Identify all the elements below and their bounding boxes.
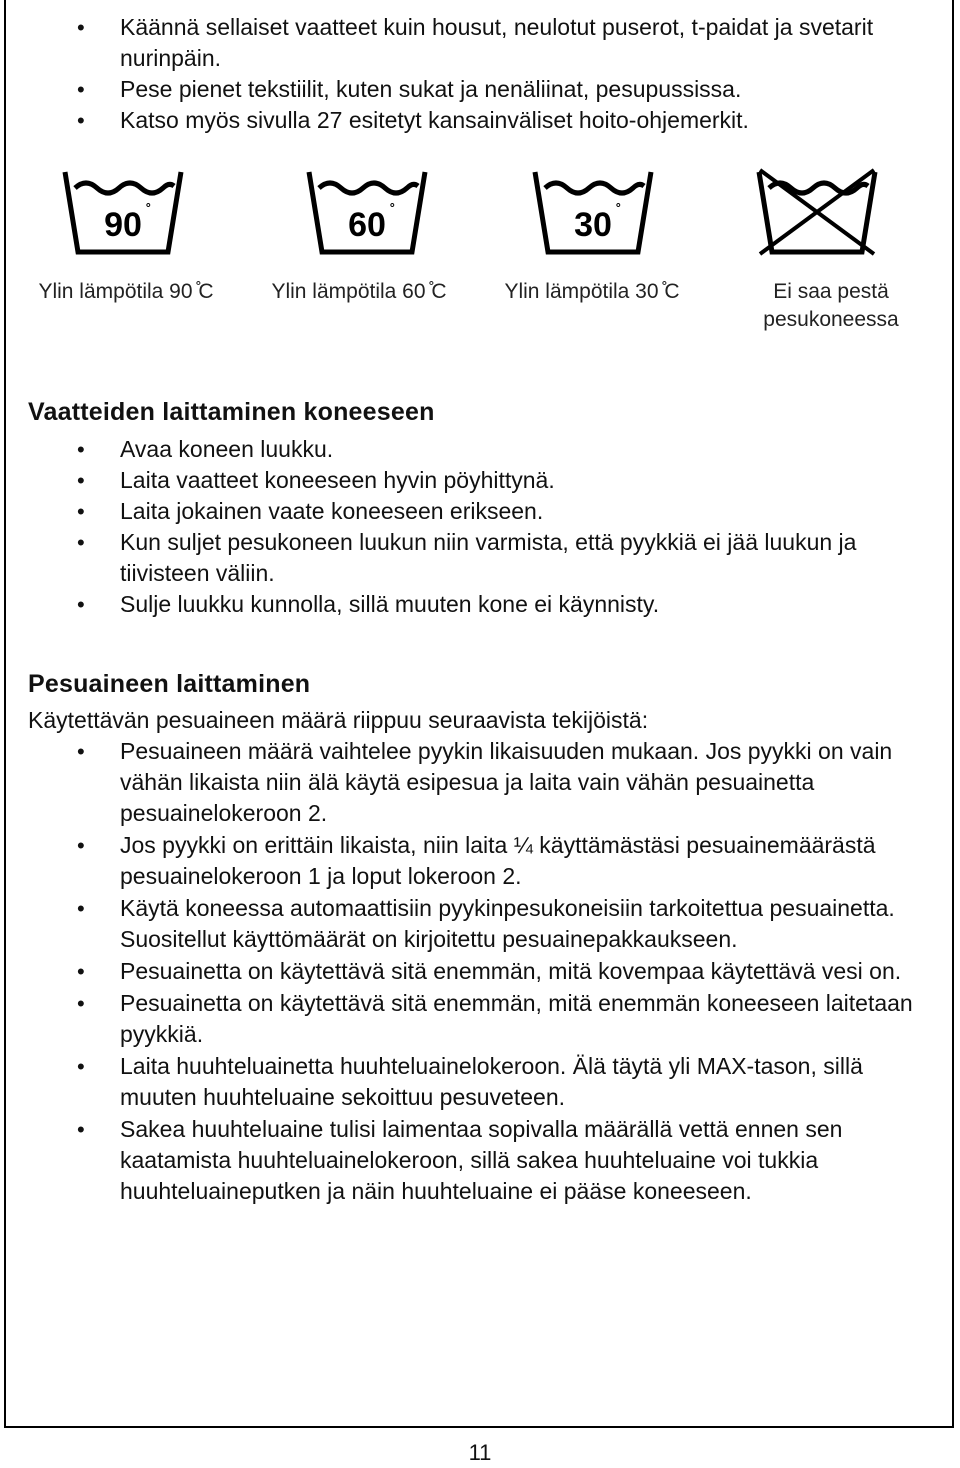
list-item: • Käytä koneessa automaattisiin pyykinpesukoneisiin tarkoitettua pesuainetta. Suositellut käyttömäärät on kirjoitettu pesuainepakkaukseen. <box>0 893 940 955</box>
svg-text:˚: ˚ <box>616 203 622 220</box>
svg-text:˚: ˚ <box>146 203 152 220</box>
list-item: • Sakea huuhteluaine tulisi laimentaa sopivalla määrällä vettä ennen sen kaatamista huuhteluainelokeroon, sillä sakea huuhteluaine voi tukkia huuhteluaineputken ja näin huuhteluaine ei pääse koneeseen. <box>0 1114 940 1207</box>
svg-text:30: 30 <box>574 206 612 244</box>
list-item: • Jos pyykki on erittäin likaista, niin laita ¼ käyttämästäsi pesuainemäärästä pesuainelokeroon 1 ja loput lokeroon 2. <box>0 830 940 892</box>
list-item: • Käännä sellaiset vaatteet kuin housut, neulotut puserot, t-paidat ja svetarit nurinpäin. <box>0 12 940 74</box>
caption-no-wash: Ei saa pestä pesukoneessa <box>763 280 899 331</box>
list-item: • Sulje luukku kunnolla, sillä muuten kone ei käynnisty. <box>0 589 940 620</box>
detergent-heading: Pesuaineen laittaminen <box>28 670 311 698</box>
wash-30-icon <box>532 168 654 256</box>
detergent-intro: Käytettävän pesuaineen määrä riippuu seuraavista tekijöistä: <box>28 707 649 733</box>
list-item: • Pese pienet tekstiilit, kuten sukat ja nenäliinat, pesupussissa. <box>0 74 940 105</box>
svg-text:60: 60 <box>348 206 386 244</box>
list-item: • Laita vaatteet koneeseen hyvin pöyhittynä. <box>0 465 940 496</box>
caption-30: Ylin lämpötila 30 ̊C <box>504 280 680 303</box>
list-item: • Laita jokainen vaate koneeseen erikseen. <box>0 496 940 527</box>
svg-text:90: 90 <box>104 206 142 244</box>
loading-bullet-list <box>0 434 940 620</box>
detergent-bullet-list <box>0 736 940 1208</box>
care-symbols-row <box>0 168 960 258</box>
list-item: • Pesuainetta on käytettävä sitä enemmän, mitä kovempaa käytettävä vesi on. <box>0 956 940 987</box>
list-item: • Katso myös sivulla 27 esitetyt kansainväliset hoito-ohjemerkit. <box>0 105 940 136</box>
svg-text:˚: ˚ <box>390 203 396 220</box>
list-item: • Avaa koneen luukku. <box>0 434 940 465</box>
wash-60-icon <box>306 168 428 256</box>
list-item: • Pesuainetta on käytettävä sitä enemmän, mitä enemmän koneeseen laitetaan pyykkiä. <box>0 988 940 1050</box>
list-item: • Laita huuhteluainetta huuhteluainelokeroon. Älä täytä yli MAX-tason, sillä muuten huuhteluaine sekoittuu pesuveteen. <box>0 1051 940 1113</box>
page-number: 11 <box>468 1440 492 1465</box>
caption-90: Ylin lämpötila 90 ̊C <box>38 280 214 303</box>
caption-60: Ylin lämpötila 60 ̊C <box>271 280 447 303</box>
list-item: • Pesuaineen määrä vaihtelee pyykin likaisuuden mukaan. Jos pyykki on vain vähän likaista niin älä käytä esipesua ja laita vain vähän pesuainetta pesuainelokeroon 2. <box>0 736 940 829</box>
list-item: • Kun suljet pesukoneen luukun niin varmista, että pyykkiä ei jää luukun ja tiivisteen väliin. <box>0 527 940 589</box>
loading-heading: Vaatteiden laittaminen koneeseen <box>28 398 435 426</box>
top-bullet-list <box>0 12 940 136</box>
do-not-wash-icon <box>756 168 878 256</box>
wash-90-icon <box>62 168 184 256</box>
